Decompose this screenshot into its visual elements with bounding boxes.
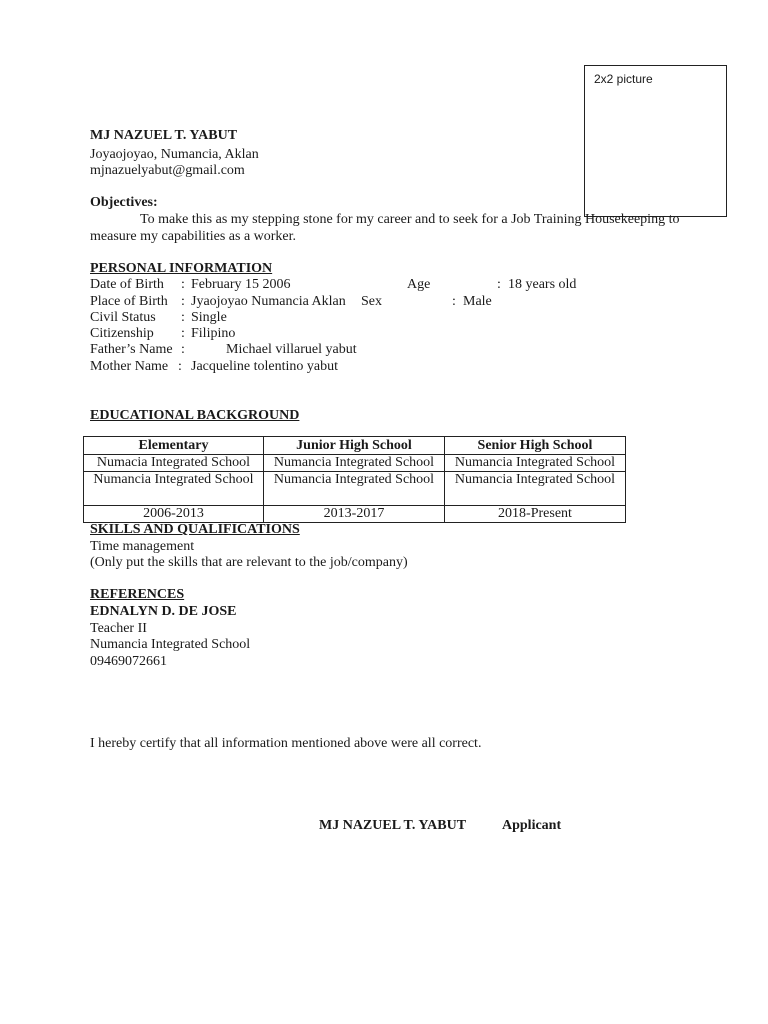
civil-status-label: Civil Status: [90, 310, 156, 325]
email: mjnazuelyabut@gmail.com: [90, 163, 245, 178]
sex-label: Sex: [361, 294, 382, 309]
civil-status-colon: :: [181, 310, 185, 325]
sex-value: Male: [463, 294, 492, 309]
dob-label: Date of Birth: [90, 277, 164, 292]
header-junior-high: Junior High School: [264, 437, 445, 455]
photo-label: 2x2 picture: [594, 72, 653, 86]
table-header-row: [84, 437, 626, 455]
pob-colon: :: [181, 294, 185, 309]
table-row: [84, 455, 626, 472]
address: Joyaojoyao, Numancia, Aklan: [90, 147, 259, 162]
sex-colon: :: [452, 294, 456, 309]
table-cell: Numancia Integrated School: [445, 455, 626, 472]
pob-value: Jyaojoyao Numancia Aklan: [191, 294, 346, 309]
civil-status-value: Single: [191, 310, 227, 325]
table-cell: Numancia Integrated School: [264, 455, 445, 472]
table-cell: 2013-2017: [264, 506, 445, 523]
table-row: [84, 506, 626, 523]
table-cell: 2006-2013: [84, 506, 264, 523]
table-row: [84, 472, 626, 506]
education-heading: EDUCATIONAL BACKGROUND: [90, 408, 300, 423]
father-name-colon: :: [181, 342, 185, 357]
pob-label: Place of Birth: [90, 294, 168, 309]
objectives-heading: Objectives:: [90, 195, 158, 210]
certification-text: I hereby certify that all information mentioned above were all correct.: [90, 736, 482, 751]
education-table: [83, 436, 626, 523]
reference-position: Teacher II: [90, 621, 147, 636]
mother-name-value: Jacqueline tolentino yabut: [191, 359, 338, 374]
dob-value: February 15 2006: [191, 277, 291, 292]
references-heading: REFERENCES: [90, 587, 185, 602]
signature-name: MJ NAZUEL T. YABUT: [319, 818, 467, 833]
table-cell: Numancia Integrated School: [264, 472, 445, 506]
reference-name: EDNALYN D. DE JOSE: [90, 604, 237, 619]
header-elementary: Elementary: [84, 437, 264, 455]
table-cell: Numacia Integrated School: [84, 455, 264, 472]
skills-heading: SKILLS AND QUALIFICATIONS: [90, 522, 300, 537]
table-cell: Numancia Integrated School: [445, 472, 626, 506]
dob-colon: :: [181, 277, 185, 292]
mother-name-colon: :: [178, 359, 182, 374]
signature-role: Applicant: [502, 818, 562, 833]
reference-phone: 09469072661: [90, 654, 167, 669]
father-name-value: Michael villaruel yabut: [226, 342, 357, 357]
objectives-text-continued: measure my capabilities as a worker.: [90, 229, 297, 244]
header-senior-high: Senior High School: [445, 437, 626, 455]
skill-item: (Only put the skills that are relevant to the job/company): [90, 555, 408, 570]
age-colon: :: [497, 277, 501, 292]
personal-info-heading: PERSONAL INFORMATION: [90, 261, 273, 276]
reference-school: Numancia Integrated School: [90, 637, 251, 652]
table-cell: Numancia Integrated School: [84, 472, 264, 506]
age-label: Age: [407, 277, 431, 292]
mother-name-label: Mother Name: [90, 359, 169, 374]
applicant-name: MJ NAZUEL T. YABUT: [90, 128, 238, 143]
citizenship-value: Filipino: [191, 326, 236, 341]
photo-placeholder: [584, 65, 727, 217]
skill-item: Time management: [90, 539, 195, 554]
age-value: 18 years old: [508, 277, 577, 292]
objectives-text: To make this as my stepping stone for my career and to seek for a Job Training Housekeeping to: [140, 212, 680, 227]
citizenship-colon: :: [181, 326, 185, 341]
father-name-label: Father’s Name: [90, 342, 173, 357]
table-cell: 2018-Present: [445, 506, 626, 523]
citizenship-label: Citizenship: [90, 326, 154, 341]
